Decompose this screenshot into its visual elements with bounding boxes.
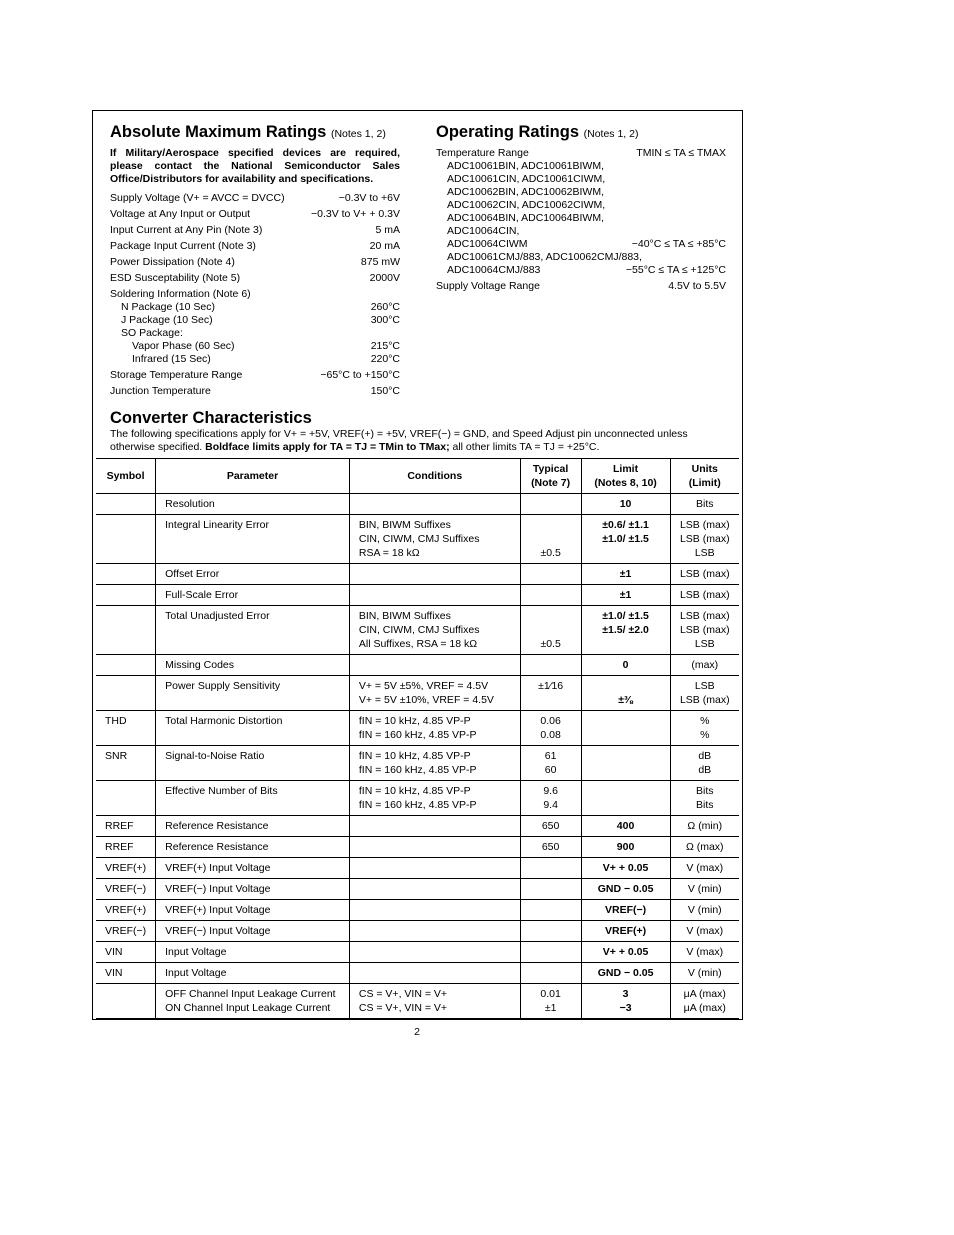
cell-limit: ±1.0/ ±1.5 ±1.5/ ±2.0 bbox=[581, 606, 670, 655]
cell-parameter: Full-Scale Error bbox=[156, 585, 350, 606]
cell-symbol bbox=[96, 676, 156, 711]
abs-max-notes: (Notes 1, 2) bbox=[330, 128, 386, 140]
part-number: ADC10062CIN, ADC10062CIWM, bbox=[447, 199, 606, 211]
abs-max-value: 5 mA bbox=[375, 224, 400, 236]
temperature-range-value: TMIN ≤ TA ≤ TMAX bbox=[636, 147, 726, 159]
table-row bbox=[96, 746, 739, 781]
cell-typical bbox=[520, 879, 581, 900]
page-number: 2 bbox=[414, 1026, 420, 1038]
converter-characteristics-section bbox=[110, 408, 726, 454]
abs-max-row bbox=[110, 256, 400, 269]
abs-max-title: Absolute Maximum Ratings bbox=[110, 123, 327, 141]
supply-voltage-label: Supply Voltage Range bbox=[436, 280, 540, 292]
cell-typical bbox=[520, 655, 581, 676]
desc-end: all other limits TA = TJ = +25°C. bbox=[449, 441, 600, 453]
cell-symbol: VREF(+) bbox=[96, 858, 156, 879]
cell-units: V (min) bbox=[670, 963, 739, 984]
cell-typical bbox=[520, 900, 581, 921]
cell-limit: 400 bbox=[581, 816, 670, 837]
header-limit: Limit (Notes 8, 10) bbox=[581, 459, 670, 494]
cell-parameter: Missing Codes bbox=[156, 655, 350, 676]
supply-voltage-row bbox=[436, 280, 726, 293]
abs-max-row bbox=[110, 327, 400, 340]
cell-parameter: VREF(+) Input Voltage bbox=[156, 900, 350, 921]
cell-symbol bbox=[96, 606, 156, 655]
table-row bbox=[96, 816, 739, 837]
cell-typical: ±0.5 bbox=[520, 515, 581, 564]
table-row bbox=[96, 858, 739, 879]
cell-parameter: Signal-to-Noise Ratio bbox=[156, 746, 350, 781]
converter-characteristics-heading: Converter Characteristics bbox=[110, 409, 312, 427]
abs-max-row bbox=[110, 369, 400, 382]
cell-typical: 0.01 ±1 bbox=[520, 984, 581, 1019]
cell-limit: 3 −3 bbox=[581, 984, 670, 1019]
cell-units: LSB LSB (max) bbox=[670, 676, 739, 711]
cell-units: LSB (max) bbox=[670, 585, 739, 606]
cell-conditions: CS = V+, VIN = V+ CS = V+, VIN = V+ bbox=[349, 984, 520, 1019]
part-number-row bbox=[436, 251, 726, 264]
abs-max-label: Package Input Current (Note 3) bbox=[110, 240, 256, 252]
cell-parameter: Effective Number of Bits bbox=[156, 781, 350, 816]
cell-typical: 61 60 bbox=[520, 746, 581, 781]
abs-max-value: 215°C bbox=[370, 340, 400, 352]
part-number: ADC10061BIN, ADC10061BIWM, bbox=[447, 160, 604, 172]
abs-max-label: Vapor Phase (60 Sec) bbox=[132, 340, 235, 352]
table-row bbox=[96, 494, 739, 515]
converter-description bbox=[110, 428, 726, 454]
cell-limit: 900 bbox=[581, 837, 670, 858]
header-conditions: Conditions bbox=[349, 459, 520, 494]
cell-parameter: Input Voltage bbox=[156, 942, 350, 963]
abs-max-label: SO Package: bbox=[121, 327, 183, 339]
abs-max-value: −65°C to +150°C bbox=[320, 369, 400, 381]
cell-symbol: VREF(−) bbox=[96, 921, 156, 942]
abs-max-label: Voltage at Any Input or Output bbox=[110, 208, 251, 220]
abs-max-value: 260°C bbox=[370, 301, 400, 313]
supply-voltage-value: 4.5V to 5.5V bbox=[668, 280, 726, 292]
table-body bbox=[96, 494, 739, 1019]
cell-conditions bbox=[349, 494, 520, 515]
cell-units: (max) bbox=[670, 655, 739, 676]
abs-max-row bbox=[110, 272, 400, 285]
abs-max-row bbox=[110, 340, 400, 353]
cell-limit: VREF(−) bbox=[581, 900, 670, 921]
absolute-maximum-ratings-heading bbox=[110, 122, 400, 144]
cell-conditions: BIN, BIWM Suffixes CIN, CIWM, CMJ Suffixes All Suffixes, RSA = 18 kΩ bbox=[349, 606, 520, 655]
abs-max-row bbox=[110, 192, 400, 205]
temperature-range-row bbox=[436, 147, 726, 160]
cell-limit bbox=[581, 711, 670, 746]
abs-max-value: −0.3V to V+ + 0.3V bbox=[310, 208, 400, 220]
abs-max-row bbox=[110, 208, 400, 221]
cell-limit: ±0.6/ ±1.1 ±1.0/ ±1.5 bbox=[581, 515, 670, 564]
cell-conditions bbox=[349, 858, 520, 879]
part-number-row bbox=[436, 264, 726, 277]
cell-conditions bbox=[349, 837, 520, 858]
cell-typical bbox=[520, 564, 581, 585]
cell-typical: 9.6 9.4 bbox=[520, 781, 581, 816]
cell-typical: ±1⁄16 bbox=[520, 676, 581, 711]
abs-max-row bbox=[110, 385, 400, 398]
abs-max-label: Soldering Information (Note 6) bbox=[110, 288, 251, 300]
operating-ratings-section bbox=[436, 122, 726, 293]
temperature-range-label: Temperature Range bbox=[436, 147, 529, 159]
cell-typical bbox=[520, 585, 581, 606]
cell-parameter: Total Harmonic Distortion bbox=[156, 711, 350, 746]
part-number-row bbox=[436, 212, 726, 225]
cell-limit: VREF(+) bbox=[581, 921, 670, 942]
table-row bbox=[96, 564, 739, 585]
cell-symbol: VREF(+) bbox=[96, 900, 156, 921]
cell-symbol bbox=[96, 984, 156, 1019]
part-number-row bbox=[436, 186, 726, 199]
cell-limit: ±⅜ bbox=[581, 676, 670, 711]
table-row bbox=[96, 963, 739, 984]
cell-conditions: BIN, BIWM Suffixes CIN, CIWM, CMJ Suffixes RSA = 18 kΩ bbox=[349, 515, 520, 564]
cell-limit: V+ + 0.05 bbox=[581, 858, 670, 879]
cell-conditions bbox=[349, 963, 520, 984]
abs-max-label: Supply Voltage (V+ = AVCC = DVCC) bbox=[110, 192, 285, 204]
abs-max-label: Input Current at Any Pin (Note 3) bbox=[110, 224, 263, 236]
cell-limit: GND − 0.05 bbox=[581, 963, 670, 984]
cell-symbol: VREF(−) bbox=[96, 879, 156, 900]
cell-symbol: SNR bbox=[96, 746, 156, 781]
header-typical: Typical (Note 7) bbox=[520, 459, 581, 494]
abs-max-label: Storage Temperature Range bbox=[110, 369, 243, 381]
cell-parameter: VREF(−) Input Voltage bbox=[156, 879, 350, 900]
part-number-row bbox=[436, 238, 726, 251]
abs-max-list bbox=[110, 192, 400, 398]
cell-conditions: fIN = 10 kHz, 4.85 VP-P fIN = 160 kHz, 4.85 VP-P bbox=[349, 746, 520, 781]
cell-typical: 650 bbox=[520, 816, 581, 837]
cell-parameter: Reference Resistance bbox=[156, 837, 350, 858]
table-row bbox=[96, 921, 739, 942]
header-symbol: Symbol bbox=[96, 459, 156, 494]
table-row bbox=[96, 676, 739, 711]
cell-parameter: VREF(+) Input Voltage bbox=[156, 858, 350, 879]
cell-limit: ±1 bbox=[581, 564, 670, 585]
cell-symbol: RREF bbox=[96, 837, 156, 858]
cell-symbol bbox=[96, 781, 156, 816]
part-number-row bbox=[436, 173, 726, 186]
cell-conditions bbox=[349, 879, 520, 900]
cell-units: V (min) bbox=[670, 879, 739, 900]
abs-max-row bbox=[110, 314, 400, 327]
abs-max-label: ESD Susceptability (Note 5) bbox=[110, 272, 241, 284]
abs-max-row bbox=[110, 224, 400, 237]
cell-parameter: Resolution bbox=[156, 494, 350, 515]
op-ratings-notes: (Notes 1, 2) bbox=[583, 128, 639, 140]
cell-symbol: VIN bbox=[96, 963, 156, 984]
cell-conditions bbox=[349, 564, 520, 585]
cell-parameter: Reference Resistance bbox=[156, 816, 350, 837]
abs-max-value: 20 mA bbox=[369, 240, 400, 252]
cell-symbol: THD bbox=[96, 711, 156, 746]
desc-bold: Boldface limits apply for TA = TJ = TMin to TMax; bbox=[205, 441, 450, 453]
table-header-row bbox=[96, 459, 739, 494]
part-number: ADC10064CIN, bbox=[447, 225, 520, 237]
cell-conditions bbox=[349, 585, 520, 606]
cell-units: Ω (max) bbox=[670, 837, 739, 858]
part-number-list bbox=[436, 160, 726, 277]
table-row bbox=[96, 655, 739, 676]
cell-units: dB dB bbox=[670, 746, 739, 781]
part-number: ADC10062BIN, ADC10062BIWM, bbox=[447, 186, 604, 198]
part-number: ADC10064CIWM bbox=[447, 238, 528, 250]
abs-max-value: −0.3V to +6V bbox=[338, 192, 400, 204]
cell-typical: 650 bbox=[520, 837, 581, 858]
cell-units: Bits bbox=[670, 494, 739, 515]
cell-limit: V+ + 0.05 bbox=[581, 942, 670, 963]
cell-limit: GND − 0.05 bbox=[581, 879, 670, 900]
cell-units: % % bbox=[670, 711, 739, 746]
cell-parameter: Input Voltage bbox=[156, 963, 350, 984]
part-number-row bbox=[436, 225, 726, 238]
cell-units: V (max) bbox=[670, 942, 739, 963]
cell-units: V (min) bbox=[670, 900, 739, 921]
cell-units: LSB (max) LSB (max) LSB bbox=[670, 515, 739, 564]
abs-max-value: 2000V bbox=[369, 272, 400, 284]
absolute-maximum-ratings-section bbox=[110, 122, 400, 401]
cell-conditions bbox=[349, 655, 520, 676]
cell-units: V (max) bbox=[670, 858, 739, 879]
abs-max-row bbox=[110, 301, 400, 314]
table-row bbox=[96, 879, 739, 900]
cell-typical bbox=[520, 963, 581, 984]
cell-units: Ω (min) bbox=[670, 816, 739, 837]
cell-parameter: Total Unadjusted Error bbox=[156, 606, 350, 655]
cell-typical bbox=[520, 494, 581, 515]
cell-conditions bbox=[349, 900, 520, 921]
abs-max-label: N Package (10 Sec) bbox=[121, 301, 215, 313]
cell-limit bbox=[581, 781, 670, 816]
abs-max-value: 875 mW bbox=[360, 256, 400, 268]
cell-limit: 0 bbox=[581, 655, 670, 676]
cell-symbol bbox=[96, 585, 156, 606]
cell-units: V (max) bbox=[670, 921, 739, 942]
part-number: ADC10064CMJ/883 bbox=[447, 264, 541, 276]
cell-parameter: Offset Error bbox=[156, 564, 350, 585]
part-temp-range: −40°C ≤ TA ≤ +85°C bbox=[631, 238, 726, 250]
table-row bbox=[96, 711, 739, 746]
abs-max-label: J Package (10 Sec) bbox=[121, 314, 213, 326]
cell-conditions: V+ = 5V ±5%, VREF = 4.5V V+ = 5V ±10%, VREF = 4.5V bbox=[349, 676, 520, 711]
cell-units: LSB (max) bbox=[670, 564, 739, 585]
header-units: Units (Limit) bbox=[670, 459, 739, 494]
converter-characteristics-table bbox=[96, 458, 739, 1019]
cell-symbol bbox=[96, 515, 156, 564]
cell-typical bbox=[520, 942, 581, 963]
part-number: ADC10064BIN, ADC10064BIWM, bbox=[447, 212, 604, 224]
part-number-row bbox=[436, 199, 726, 212]
operating-ratings-heading bbox=[436, 122, 726, 144]
table-row bbox=[96, 585, 739, 606]
cell-parameter: Power Supply Sensitivity bbox=[156, 676, 350, 711]
cell-units: LSB (max) LSB (max) LSB bbox=[670, 606, 739, 655]
table-row bbox=[96, 781, 739, 816]
abs-max-value: 220°C bbox=[370, 353, 400, 365]
abs-max-value: 150°C bbox=[370, 385, 400, 397]
table-row bbox=[96, 837, 739, 858]
abs-max-row bbox=[110, 240, 400, 253]
abs-max-value: 300°C bbox=[370, 314, 400, 326]
military-warning: If Military/Aerospace specified devices are required, please contact the National Semiconductor Sales Office/Distributors for availability and specifications. bbox=[110, 147, 400, 185]
table-row bbox=[96, 606, 739, 655]
table-row bbox=[96, 900, 739, 921]
table-row bbox=[96, 942, 739, 963]
op-ratings-title: Operating Ratings bbox=[436, 123, 580, 141]
cell-units: Bits Bits bbox=[670, 781, 739, 816]
cell-parameter: Integral Linearity Error bbox=[156, 515, 350, 564]
cell-symbol bbox=[96, 564, 156, 585]
abs-max-row bbox=[110, 353, 400, 366]
header-parameter: Parameter bbox=[156, 459, 350, 494]
table-row bbox=[96, 984, 739, 1019]
cell-limit bbox=[581, 746, 670, 781]
cell-symbol bbox=[96, 655, 156, 676]
cell-conditions: fIN = 10 kHz, 4.85 VP-P fIN = 160 kHz, 4.85 VP-P bbox=[349, 781, 520, 816]
part-number-row bbox=[436, 160, 726, 173]
abs-max-label: Junction Temperature bbox=[110, 385, 211, 397]
cell-units: μA (max) μA (max) bbox=[670, 984, 739, 1019]
cell-typical: 0.06 0.08 bbox=[520, 711, 581, 746]
cell-typical bbox=[520, 921, 581, 942]
cell-conditions: fIN = 10 kHz, 4.85 VP-P fIN = 160 kHz, 4.85 VP-P bbox=[349, 711, 520, 746]
cell-symbol: RREF bbox=[96, 816, 156, 837]
part-number: ADC10061CIN, ADC10061CIWM, bbox=[447, 173, 606, 185]
part-temp-range: −55°C ≤ TA ≤ +125°C bbox=[625, 264, 726, 276]
cell-symbol bbox=[96, 494, 156, 515]
cell-parameter: VREF(−) Input Voltage bbox=[156, 921, 350, 942]
abs-max-row bbox=[110, 288, 400, 301]
cell-conditions bbox=[349, 942, 520, 963]
part-number: ADC10061CMJ/883, ADC10062CMJ/883, bbox=[447, 251, 642, 263]
cell-limit: 10 bbox=[581, 494, 670, 515]
abs-max-label: Power Dissipation (Note 4) bbox=[110, 256, 235, 268]
desc-normal: The following specifications apply for V+ = +5V, VREF(+) = +5V, VREF(−) = GND, and Speed Adjust pin unconnected unless otherwise specified. bbox=[110, 428, 688, 453]
cell-conditions bbox=[349, 921, 520, 942]
cell-limit: ±1 bbox=[581, 585, 670, 606]
cell-parameter: OFF Channel Input Leakage Current ON Channel Input Leakage Current bbox=[156, 984, 350, 1019]
abs-max-label: Infrared (15 Sec) bbox=[132, 353, 211, 365]
cell-symbol: VIN bbox=[96, 942, 156, 963]
cell-typical bbox=[520, 858, 581, 879]
cell-conditions bbox=[349, 816, 520, 837]
table-row bbox=[96, 515, 739, 564]
cell-typical: ±0.5 bbox=[520, 606, 581, 655]
